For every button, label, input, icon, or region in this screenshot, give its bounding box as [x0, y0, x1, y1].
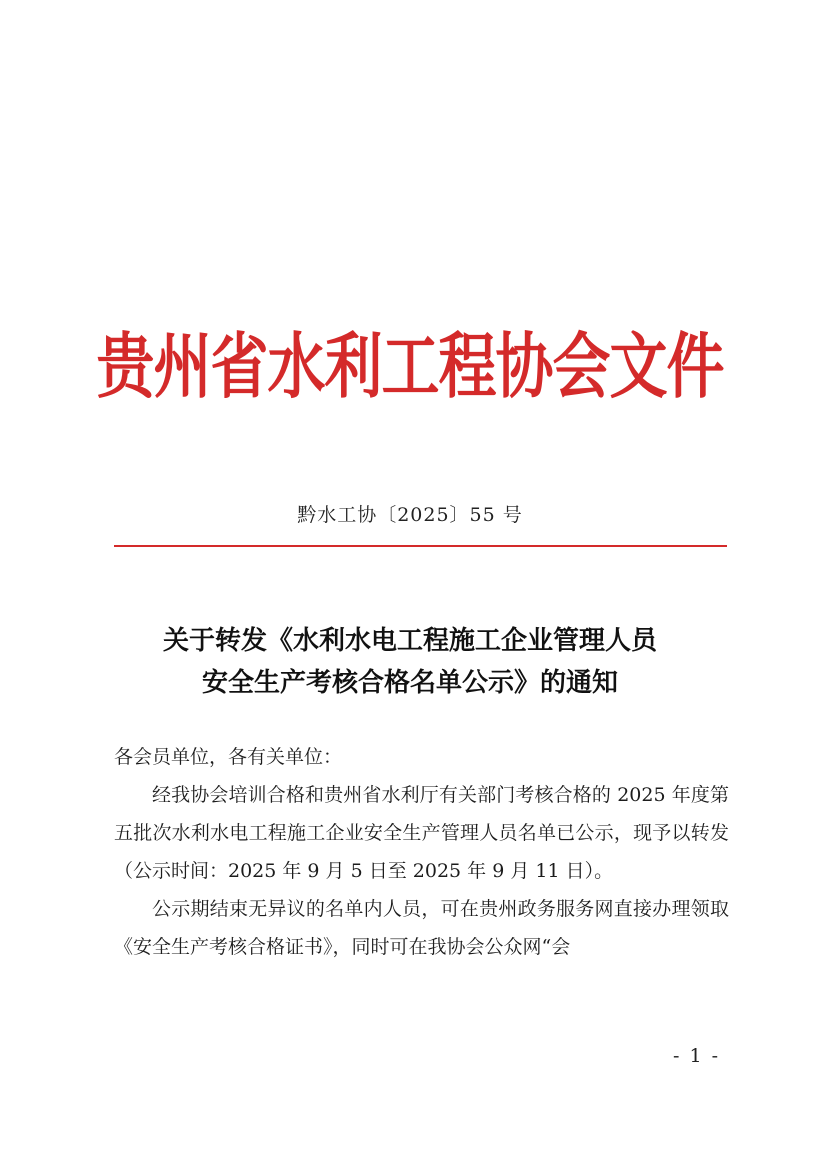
red-divider-line	[114, 545, 727, 547]
body-paragraph: 经我协会培训合格和贵州省水利厅有关部门考核合格的 2025 年度第五批次水利水电工程施工企业安全生产管理人员名单已公示，现予以转发（公示时间：2025 年 9 月 5 日至 2025 年 9 月 11 日）。	[114, 784, 729, 882]
red-header-title: 贵州省水利工程协会文件	[96, 325, 724, 409]
page-number: - 1 -	[672, 1045, 720, 1067]
body-paragraph: 公示期结束无异议的名单内人员，可在贵州政务服务网直接办理领取《安全生产考核合格证书》，同时可在我协会公众网“会	[114, 898, 729, 958]
notice-title-line-1: 关于转发《水利水电工程施工企业管理人员	[162, 626, 657, 656]
notice-title	[0, 620, 820, 704]
notice-body	[114, 738, 729, 966]
notice-title-line-2: 安全生产考核合格名单公示》的通知	[201, 668, 618, 698]
document-number: 黔水工协〔2025〕55 号	[297, 504, 523, 526]
salutation: 各会员单位，各有关单位：	[114, 746, 343, 768]
